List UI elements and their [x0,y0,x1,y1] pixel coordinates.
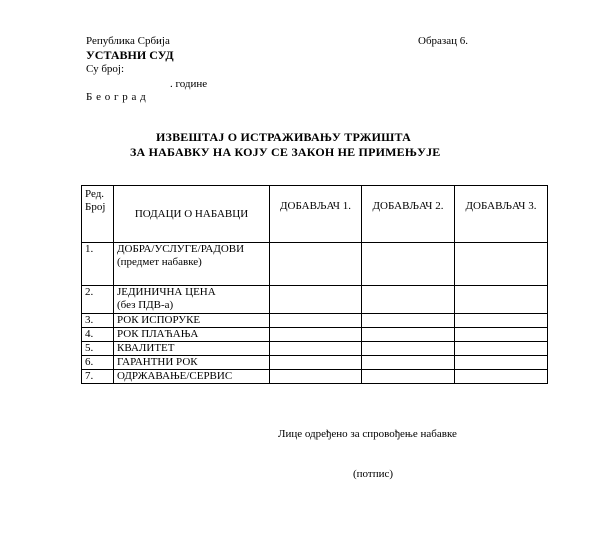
table-header-row [82,186,548,243]
form-number: Образац 6. [418,35,469,47]
supplier-2-cell[interactable] [362,328,455,342]
row-number: 1. [82,243,114,286]
republic-label: Република Србија [86,35,170,47]
header-supplier-3: ДОБАВЉАЧ 3. [455,186,548,243]
row-number: 5. [82,342,114,356]
table-row [82,286,548,314]
row-number: 6. [82,356,114,370]
header-row-number-line1: Ред. [85,188,105,200]
row-label: КВАЛИТЕТ [114,342,270,356]
market-research-table [81,185,548,384]
supplier-3-cell[interactable] [455,356,548,370]
table-row [82,328,548,342]
row-number: 7. [82,370,114,384]
row-label-sub: (предмет набавке) [117,256,202,268]
supplier-1-cell[interactable] [270,342,362,356]
row-label-main: ДОБРА/УСЛУГЕ/РАДОВИ [117,243,245,255]
supplier-3-cell[interactable] [455,342,548,356]
court-name: УСТАВНИ СУД [86,48,174,62]
supplier-2-cell[interactable] [362,370,455,384]
table-row [82,243,548,286]
signature-label: (потпис) [353,468,394,480]
row-number: 2. [82,286,114,314]
supplier-3-cell[interactable] [455,328,548,342]
supplier-3-cell[interactable] [455,314,548,328]
row-label [114,243,270,286]
row-label-sub: (без ПДВ-а) [117,299,174,311]
header-row-number [82,186,114,243]
header-supplier-1: ДОБАВЉАЧ 1. [270,186,362,243]
responsible-person-label: Лице одређено за спровођење набавке [278,428,457,440]
supplier-2-cell[interactable] [362,243,455,286]
supplier-1-cell[interactable] [270,356,362,370]
row-label: РОК ИСПОРУКЕ [114,314,270,328]
supplier-1-cell[interactable] [270,314,362,328]
supplier-2-cell[interactable] [362,356,455,370]
supplier-1-cell[interactable] [270,328,362,342]
supplier-2-cell[interactable] [362,314,455,328]
header-row-number-line2: Број [85,201,106,213]
row-label-main: ЈЕДИНИЧНА ЦЕНА [117,286,216,298]
supplier-2-cell[interactable] [362,286,455,314]
case-number-label: Су број: [86,63,125,75]
header-supplier-2: ДОБАВЉАЧ 2. [362,186,455,243]
report-title-line2: ЗА НАБАВКУ НА КОЈУ СЕ ЗАКОН НЕ ПРИМЕЊУЈЕ [130,145,441,159]
supplier-3-cell[interactable] [455,286,548,314]
row-number: 3. [82,314,114,328]
supplier-3-cell[interactable] [455,243,548,286]
row-label: ГАРАНТНИ РОК [114,356,270,370]
table-row [82,356,548,370]
row-number: 4. [82,328,114,342]
city-label: Б е о г р а д [86,91,147,103]
row-label [114,286,270,314]
table-row [82,370,548,384]
supplier-3-cell[interactable] [455,370,548,384]
report-title-line1: ИЗВЕШТАЈ О ИСТРАЖИВАЊУ ТРЖИШТА [156,130,412,144]
supplier-1-cell[interactable] [270,243,362,286]
header-procurement-data: ПОДАЦИ О НАБАВЦИ [114,186,270,243]
year-label: . године [170,78,208,90]
supplier-1-cell[interactable] [270,286,362,314]
table-row [82,314,548,328]
row-label: РОК ПЛАЋАЊА [114,328,270,342]
supplier-1-cell[interactable] [270,370,362,384]
row-label: ОДРЖАВАЊЕ/СЕРВИС [114,370,270,384]
table-row [82,342,548,356]
supplier-2-cell[interactable] [362,342,455,356]
